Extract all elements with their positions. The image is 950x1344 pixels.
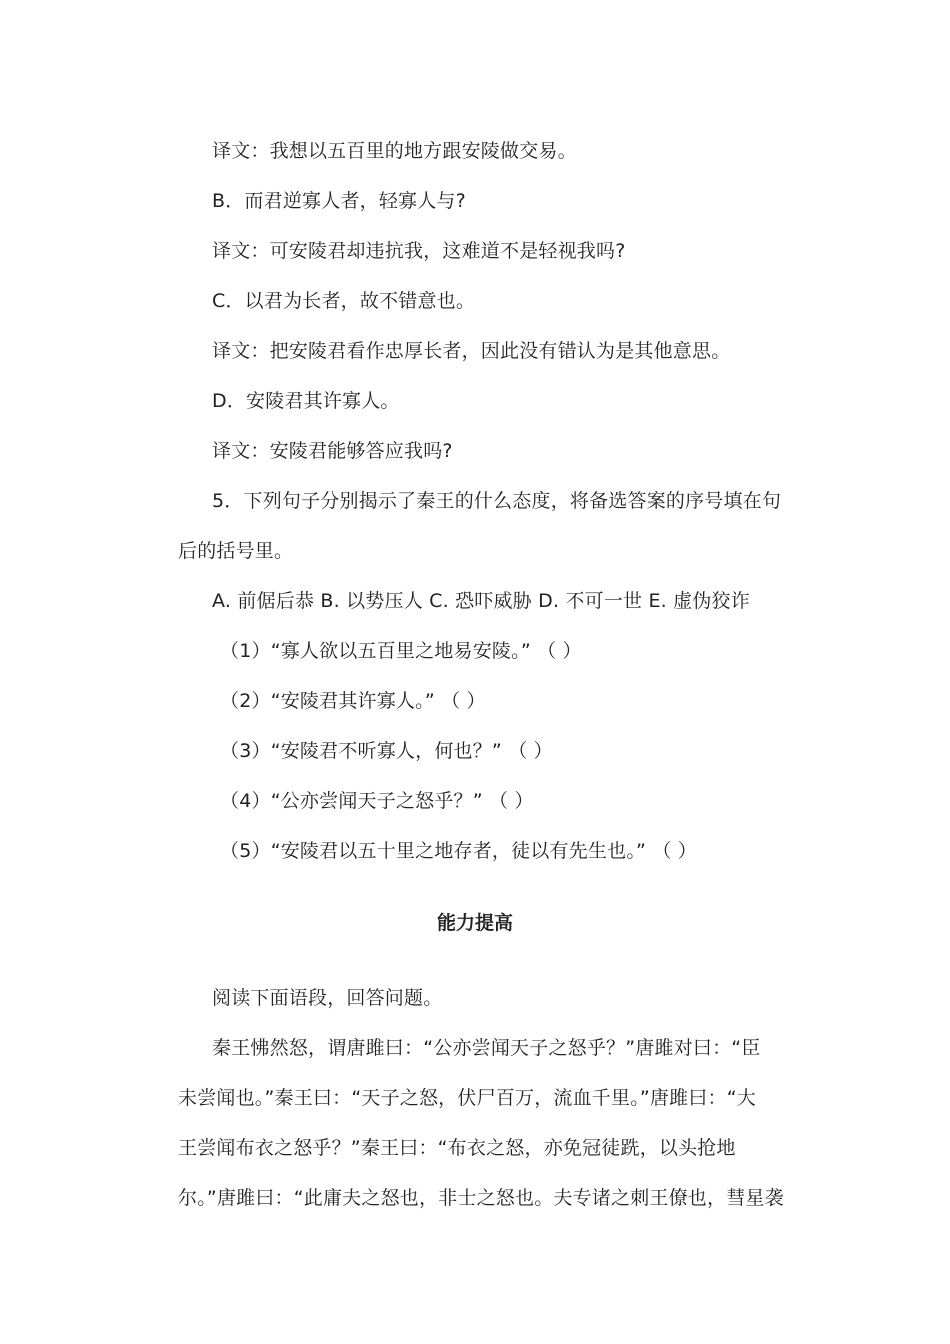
question-item-3: （3）“安陵君不听寡人，何也？” （ ） bbox=[220, 740, 553, 762]
translation-c: 译文：把安陵君看作忠厚长者，因此没有错认为是其他意思。 bbox=[212, 340, 731, 362]
translation-a: 译文：我想以五百里的地方跟安陵做交易。 bbox=[212, 140, 577, 162]
question-5-line-1: 5．下列句子分别揭示了秦王的什么态度，将备选答案的序号填在句 bbox=[212, 490, 782, 512]
question-5-line-2: 后的括号里。 bbox=[178, 540, 294, 562]
question-item-1: （1）“寡人欲以五百里之地易安陵。” （ ） bbox=[220, 640, 582, 662]
option-d: D．安陵君其许寡人。 bbox=[212, 390, 400, 412]
question-item-5: （5）“安陵君以五十里之地存者，徒以有先生也。” （ ） bbox=[220, 840, 697, 862]
translation-d: 译文：安陵君能够答应我吗? bbox=[212, 440, 453, 462]
answer-options: A. 前倨后恭 B. 以势压人 C. 恐吓威胁 D. 不可一世 E. 虚伪狡诈 bbox=[212, 590, 750, 612]
passage-line-3: 王尝闻布衣之怒乎？”秦王曰：“布衣之怒，亦免冠徒跣，以头抢地 bbox=[178, 1137, 736, 1159]
passage-line-4: 尔。”唐雎曰：“此庸夫之怒也，非士之怒也。夫专诸之刺王僚也，彗星袭 bbox=[178, 1187, 784, 1209]
option-b: B．而君逆寡人者，轻寡人与? bbox=[212, 190, 466, 212]
passage-line-2: 未尝闻也。”秦王曰：“天子之怒，伏尸百万，流血千里。”唐雎曰：“大 bbox=[178, 1087, 756, 1109]
translation-b: 译文：可安陵君却违抗我，这难道不是轻视我吗? bbox=[212, 240, 626, 262]
question-item-2: （2）“安陵君其许寡人。” （ ） bbox=[220, 690, 486, 712]
question-item-4: （4）“公亦尝闻天子之怒乎？” （ ） bbox=[220, 790, 534, 812]
passage-line-1: 秦王怫然怒，谓唐雎曰：“公亦尝闻天子之怒乎？”唐雎对曰：“臣 bbox=[212, 1037, 761, 1059]
option-c: C．以君为长者，故不错意也。 bbox=[212, 290, 476, 312]
section-heading: 能力提高 bbox=[436, 912, 513, 934]
reading-instruction: 阅读下面语段，回答问题。 bbox=[212, 987, 443, 1009]
